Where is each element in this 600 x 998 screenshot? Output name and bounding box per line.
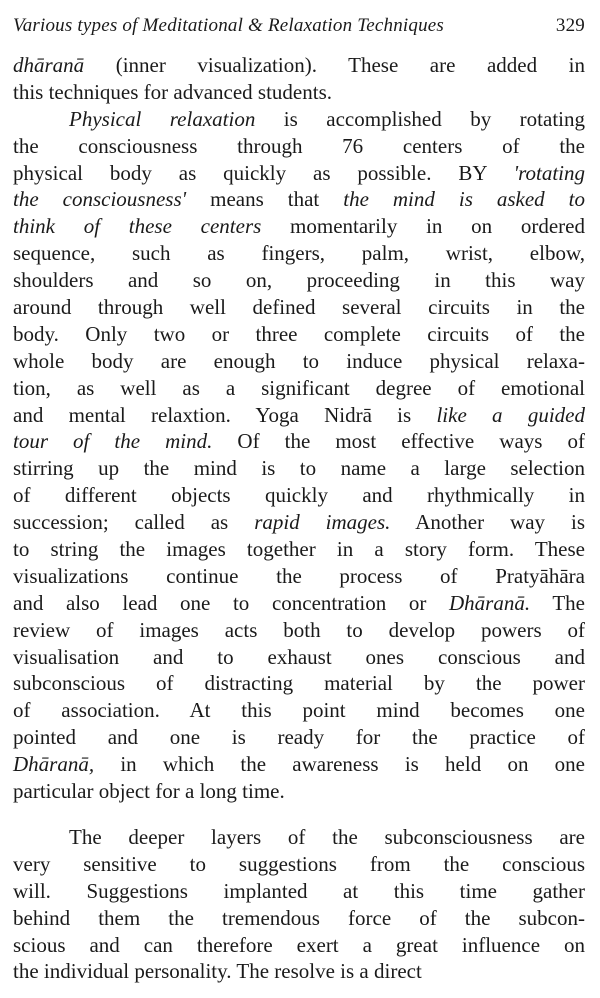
- text-line: [13, 186, 585, 213]
- text-line: [13, 905, 585, 932]
- text-line: [13, 509, 585, 536]
- text-line: [13, 824, 585, 851]
- text-run: stirring up the mind is to name a large selection: [13, 456, 585, 481]
- text-run: will. Suggestions implanted at this time gather: [13, 878, 585, 903]
- text-line: [13, 267, 585, 294]
- text-line: [13, 375, 585, 402]
- text-line: [13, 52, 585, 79]
- text-run: in which the awareness is held on one: [94, 752, 585, 777]
- text-line: [13, 724, 585, 751]
- italic-run: Physical relaxation: [69, 106, 256, 131]
- text-run: visualisation and to exhaust ones conscious and: [13, 644, 585, 669]
- text-line: [13, 133, 585, 160]
- text-line: [13, 79, 585, 106]
- text-run: physical body as quickly as possible. BY: [13, 160, 514, 185]
- italic-run: 'rotating: [513, 160, 585, 185]
- text-line: [13, 751, 585, 778]
- text-line: [13, 160, 585, 187]
- text-run: The deeper layers of the subconsciousness are: [69, 824, 585, 849]
- text-line: [13, 932, 585, 959]
- text-line: [13, 482, 585, 509]
- text-run: Of the most effective ways of: [212, 429, 585, 454]
- text-run: very sensitive to suggestions from the conscious: [13, 851, 585, 876]
- text-line: [13, 644, 585, 671]
- text-run: means that: [186, 187, 344, 212]
- italic-run: tour of the mind.: [13, 429, 213, 454]
- text-run: The: [530, 590, 585, 615]
- paragraph-gap: [13, 805, 585, 824]
- paragraph-p3: [13, 824, 585, 985]
- text-run: succession; called as: [13, 510, 255, 535]
- text-run: subconscious of distracting material by the power: [13, 671, 585, 696]
- text-run: particular object for a long time.: [13, 779, 285, 804]
- text-line: [13, 878, 585, 905]
- text-line: [13, 428, 585, 455]
- text-line: [13, 851, 585, 878]
- italic-run: Dhāranā.: [448, 590, 531, 615]
- text-run: to string the images together in a story form. These: [13, 537, 585, 562]
- body-text: [13, 52, 585, 985]
- text-line: [13, 590, 585, 617]
- text-line: [13, 958, 585, 985]
- text-run: sequence, such as fingers, palm, wrist, elbow,: [13, 241, 585, 266]
- text-line: [13, 402, 585, 429]
- text-line: [13, 563, 585, 590]
- text-run: (inner visualization). These are added in: [84, 53, 585, 77]
- text-run: scious and can therefore exert a great influence on: [13, 932, 585, 957]
- text-run: and also lead one to concentration or: [13, 590, 449, 615]
- italic-run: the consciousness': [13, 187, 187, 212]
- text-run: visualizations continue the process of Pratyāhāra: [13, 563, 585, 588]
- text-run: and mental relaxtion. Yoga Nidrā is: [13, 402, 437, 427]
- running-head: [13, 14, 585, 38]
- text-run: review of images acts both to develop powers of: [13, 617, 585, 642]
- text-run: is accomplished by rotating: [255, 106, 585, 131]
- text-line: [13, 294, 585, 321]
- text-run: body. Only two or three complete circuits of the: [13, 321, 585, 346]
- italic-run: think of these centers: [13, 214, 262, 239]
- text-run: of association. At this point mind becomes one: [13, 698, 585, 723]
- text-run: behind them the tremendous force of the subcon-: [13, 905, 585, 930]
- text-run: tion, as well as a significant degree of emotional: [13, 375, 585, 400]
- italic-run: like a guided: [436, 402, 585, 427]
- paragraph-p2: [13, 106, 585, 805]
- text-run: pointed and one is ready for the practice of: [13, 725, 585, 750]
- text-line: [13, 106, 585, 133]
- text-run: whole body are enough to induce physical relaxa-: [13, 348, 585, 373]
- text-run: Another way is: [390, 510, 586, 535]
- italic-run: Dhāranā,: [13, 752, 95, 777]
- italic-run: the mind is asked to: [343, 187, 585, 212]
- text-line: [13, 697, 585, 724]
- paragraph-p1: [13, 52, 585, 106]
- text-line: [13, 321, 585, 348]
- text-run: of different objects quickly and rhythmically in: [13, 483, 585, 508]
- text-run: this techniques for advanced students.: [13, 79, 332, 104]
- italic-run: rapid images.: [254, 510, 391, 535]
- text-run: shoulders and so on, proceeding in this way: [13, 268, 585, 293]
- text-line: [13, 617, 585, 644]
- running-head-title: Various types of Meditational & Relaxation Techniques: [13, 15, 445, 36]
- text-line: [13, 213, 585, 240]
- text-line: [13, 455, 585, 482]
- text-run: around through well defined several circuits in the: [13, 295, 585, 320]
- text-line: [13, 240, 585, 267]
- book-page: [13, 14, 585, 985]
- text-line: [13, 348, 585, 375]
- page-number: 329: [555, 15, 585, 36]
- text-run: the individual personality. The resolve is a direct: [13, 959, 422, 984]
- italic-run: dhāranā: [13, 53, 85, 77]
- text-line: [13, 670, 585, 697]
- text-run: the consciousness through 76 centers of the: [13, 133, 585, 158]
- text-line: [13, 536, 585, 563]
- text-line: [13, 778, 585, 805]
- text-run: momentarily in on ordered: [261, 214, 585, 239]
